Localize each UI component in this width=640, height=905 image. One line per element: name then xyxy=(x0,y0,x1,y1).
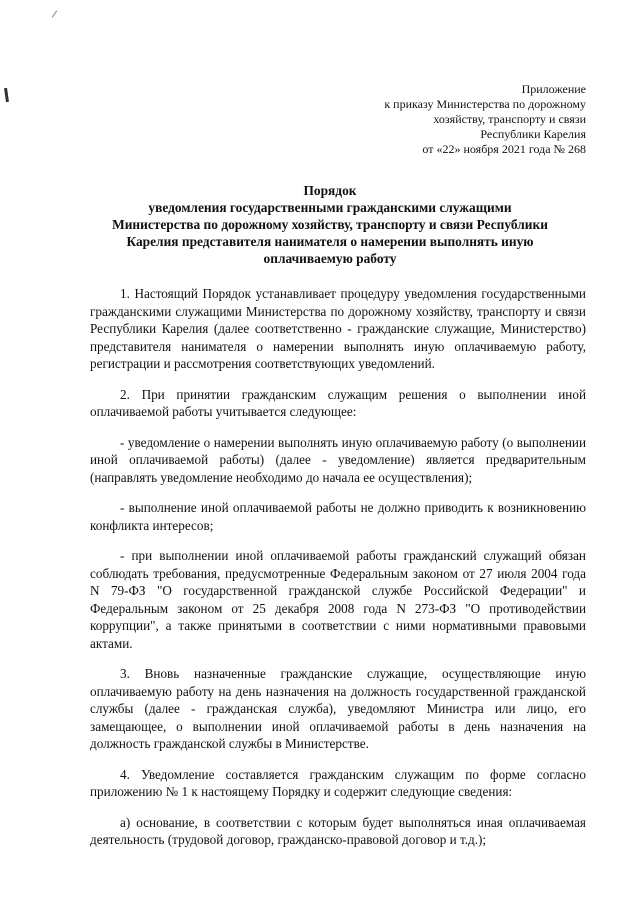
appendix-line: от «22» ноября 2021 года № 268 xyxy=(422,142,586,156)
appendix-line: Приложение xyxy=(521,82,586,96)
paragraph-2-item-2: - выполнение иной оплачиваемой работы не должно приводить к возникновению конфликта интересов; xyxy=(90,500,586,533)
title-line: Министерства по дорожному хозяйству, транспорту и связи Республики xyxy=(112,217,548,232)
scan-artifact-tick xyxy=(52,10,57,17)
title-line: Карелия представителя нанимателя о намерении выполнять иную xyxy=(126,234,534,249)
paragraph-2-item-1: - уведомление о намерении выполнять иную оплачиваемую работу (о выполнении иной оплачиваемой работы) (далее - уведомление) является предварительным (направлять уведомление необходимо до начала ее осуществления); xyxy=(90,434,586,485)
paragraph-3: 3. Вновь назначенные гражданские служащие, осуществляющие иную оплачиваемую работу на день назначения на должность государственной гражданской службы (далее - гражданская служба), уведомляют Министра или лицо, его замещающее, о выполнении иной оплачиваемой работы в день назначения на должность гражданской службы в Министерстве. xyxy=(90,666,586,751)
paragraph-4: 4. Уведомление составляется гражданским служащим по форме согласно приложению № 1 к настоящему Порядку и содержит следующие сведения: xyxy=(90,766,586,799)
appendix-line: хозяйству, транспорту и связи xyxy=(433,112,586,126)
title-line: оплачиваемую работу xyxy=(263,251,397,266)
title-line: Порядок xyxy=(303,183,357,198)
paragraph-1: 1. Настоящий Порядок устанавливает процедуру уведомления государственными гражданскими служащими Министерства по дорожному хозяйству, транспорту и связи Республики Карелия (далее соответственно - гражданские служащие, Министерство) представителя нанимателя о намерении выполнять иную оплачиваемую работу, регистрации и рассмотрения соответствующих уведомлений. xyxy=(90,286,586,371)
document-title xyxy=(100,182,560,267)
scan-artifact-mark xyxy=(4,88,9,102)
paragraph-2: 2. При принятии гражданским служащим решения о выполнении иной оплачиваемой работы учитывается следующее: xyxy=(90,386,586,419)
appendix-line: к приказу Министерства по дорожному xyxy=(384,97,586,111)
appendix-line: Республики Карелия xyxy=(480,127,586,141)
document-body xyxy=(90,285,586,849)
paragraph-4-item-a: а) основание, в соответствии с которым будет выполняться иная оплачиваемая деятельность (трудовой договор, гражданско-правовой договор и т.д.); xyxy=(90,814,586,847)
paragraph-2-item-3: - при выполнении иной оплачиваемой работы гражданский служащий обязан соблюдать требования, предусмотренные Федеральным законом от 27 июля 2004 года N 79-ФЗ "О государственной гражданской службе Российской Федерации" и Федеральным законом от 25 декабря 2008 года N 273-ФЗ "О противодействии коррупции", а также принятыми в соответствии с ними нормативными правовыми актами. xyxy=(90,548,586,651)
appendix-header xyxy=(330,82,586,157)
title-line: уведомления государственными гражданскими служащими xyxy=(148,200,512,215)
